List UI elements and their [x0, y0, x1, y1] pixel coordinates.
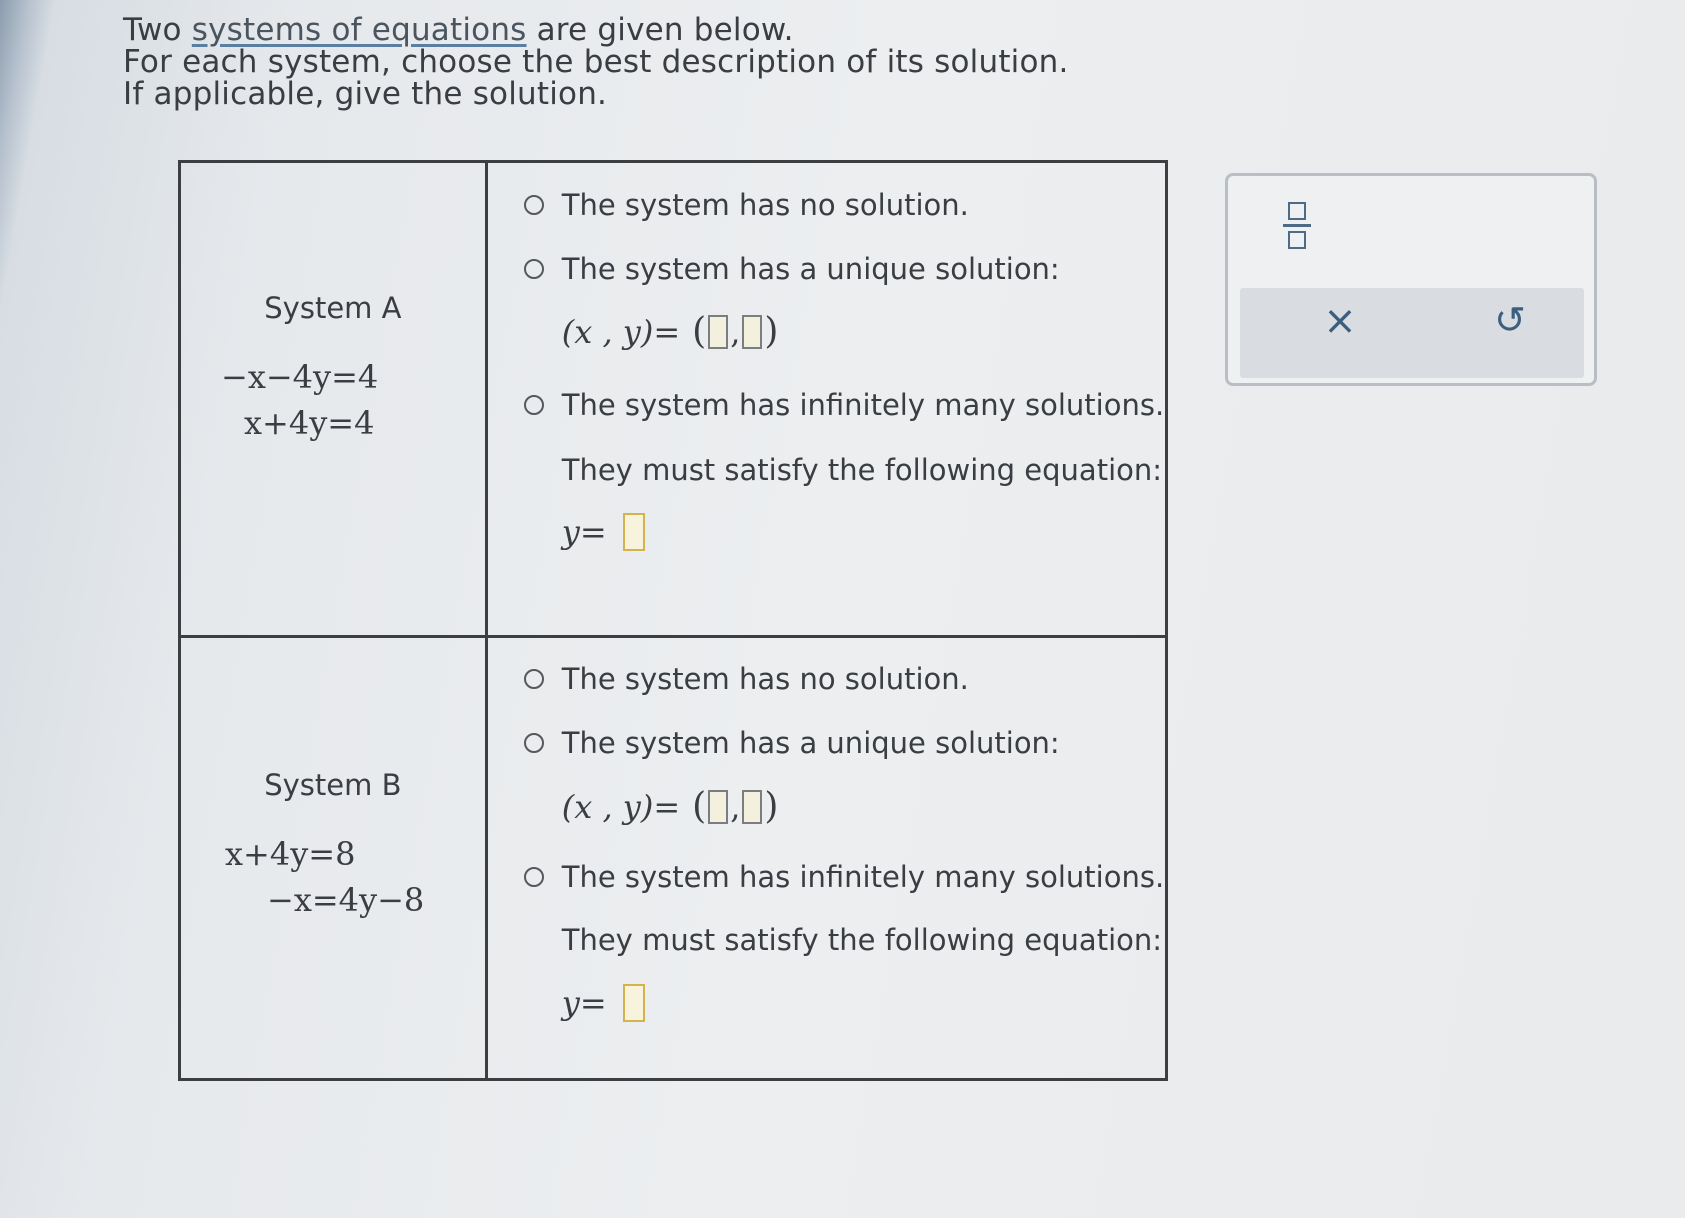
system-a-equation-2: x+4y=4	[244, 404, 375, 442]
radio-icon[interactable]	[524, 259, 544, 279]
pair-label: (x , y)=	[561, 312, 681, 351]
system-a-y-expression-input[interactable]	[623, 513, 645, 551]
system-a-pair-answer	[562, 311, 779, 352]
system-a-x-input[interactable]	[708, 315, 728, 349]
close-icon[interactable]: ×	[1323, 298, 1357, 344]
system-b-y-expression-input[interactable]	[623, 984, 645, 1022]
close-paren: )	[764, 786, 779, 827]
system-b-option-infinite[interactable]	[524, 860, 1164, 894]
option-label: The system has infinitely many solutions.	[561, 860, 1165, 894]
instruction-line-1	[123, 14, 1069, 46]
toolbox-action-bar	[1240, 288, 1584, 378]
system-b-title: System B	[264, 768, 402, 802]
system-a-y-input[interactable]	[742, 315, 762, 349]
system-a-equation-1: −x−4y=4	[221, 358, 379, 396]
system-a-options	[486, 162, 1166, 637]
pair-label: (x , y)=	[561, 787, 681, 826]
system-b-must-satisfy: They must satisfy the following equation:	[561, 923, 1163, 957]
math-toolbox	[1225, 173, 1597, 386]
system-a-must-satisfy: They must satisfy the following equation:	[561, 453, 1163, 487]
system-a-title: System A	[264, 291, 402, 325]
system-a-option-no-solution[interactable]	[524, 188, 969, 222]
close-paren: )	[764, 311, 779, 352]
system-b-x-input[interactable]	[708, 790, 728, 824]
undo-icon[interactable]: ↺	[1494, 298, 1526, 342]
comma: ,	[730, 787, 741, 826]
option-label: The system has a unique solution:	[561, 726, 1060, 760]
radio-icon[interactable]	[524, 867, 544, 887]
fraction-icon[interactable]	[1283, 202, 1311, 249]
system-b-equation-1: x+4y=8	[225, 835, 356, 873]
system-b-option-unique[interactable]	[524, 726, 1060, 760]
system-b-option-no-solution[interactable]	[524, 662, 969, 696]
radio-icon[interactable]	[524, 669, 544, 689]
system-a-cell	[180, 162, 487, 637]
instruction-line-3: If applicable, give the solution.	[123, 76, 608, 112]
system-b-options	[486, 637, 1166, 1080]
system-a-option-unique[interactable]	[524, 252, 1060, 286]
radio-icon[interactable]	[524, 733, 544, 753]
instructions	[123, 14, 1069, 110]
instruction-line-2: For each system, choose the best description of its solution.	[123, 44, 1069, 80]
radio-icon[interactable]	[524, 395, 544, 415]
system-a-option-infinite[interactable]	[524, 388, 1164, 422]
system-b-equation-2: −x=4y−8	[267, 881, 425, 919]
option-label: The system has no solution.	[561, 188, 969, 222]
system-b-cell	[180, 637, 487, 1080]
comma: ,	[730, 312, 741, 351]
system-b-y-equation	[562, 984, 647, 1022]
system-a-row	[180, 162, 1167, 637]
option-label: The system has a unique solution:	[561, 252, 1060, 286]
systems-table	[178, 160, 1168, 1081]
instruction-text: Two	[123, 12, 192, 48]
radio-icon[interactable]	[524, 195, 544, 215]
y-label: y=	[561, 984, 607, 1022]
systems-of-equations-link[interactable]: systems of equations	[191, 12, 527, 48]
y-label: y=	[561, 513, 607, 551]
system-a-y-equation	[562, 513, 647, 551]
instruction-text: are given below.	[526, 12, 794, 48]
open-paren: (	[692, 786, 707, 827]
system-b-pair-answer	[562, 786, 779, 827]
option-label: The system has infinitely many solutions.	[561, 388, 1165, 422]
system-b-row	[180, 637, 1167, 1080]
system-b-y-input[interactable]	[742, 790, 762, 824]
option-label: The system has no solution.	[561, 662, 969, 696]
open-paren: (	[692, 311, 707, 352]
